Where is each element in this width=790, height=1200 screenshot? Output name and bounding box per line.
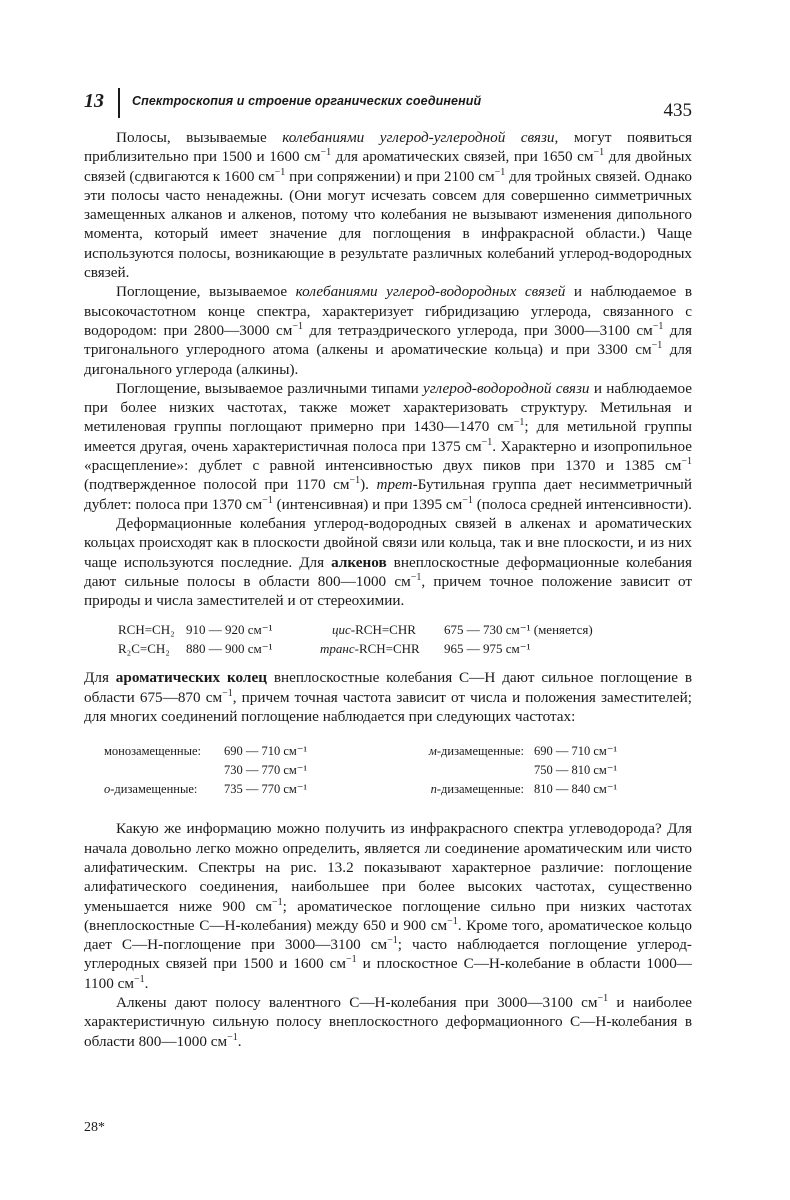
aromatic-frequency-table [84, 742, 692, 799]
page-number: 435 [663, 100, 692, 121]
table-row: 730 — 770 см⁻¹ 750 — 810 см⁻¹ [224, 763, 618, 778]
paragraph-deformation: Деформационные колебания углерод-водородных связей в алкенах и ароматических кольцах происходят как в плоскости двойной связи или кольца, так и вне плоскости, и из них чаще используются последние. Для алкенов внеплоскостные деформационные колебания дают сильные полосы в области 800—1000 $см^{-1}$, причем точное положение зависит от природы и числа заместителей и от стереохимии. [84, 514, 692, 610]
paragraph-alkenes: Алкены дают полосу валентного С—Н-колебания при 3000—3100 $см^{-1}$ и наиболее характеристичную сильную полосу внеплоскостного деформационного С—Н-колебания в области 800—1000 $см^{-1}$. [84, 992, 693, 1050]
body-text [84, 128, 692, 1051]
paragraph-ch-stretch: Поглощение, вызываемое колебаниями углерод-водородных связей и наблюдаемое в высокочастотном конце спектра, характеризует гибридизацию углерода, связанного с водородом: при 2800—3000 $см^{-1}$ для тетраэдрического углерода, при 3000—3100 $см^{-1}$ для тригонального углеродного атома (алкены и ароматические кольца) и при 3300 $см^{-1}$ для дигонального углерода (алкины). [84, 283, 692, 378]
paragraph-hydrocarbon-info: Какую же информацию можно получить из инфракрасного спектра углеводорода? Для начала довольно легко можно определить, является ли соединение ароматическим или чисто алифатическим. Спектры на рис. 13.2 показывают характерное различие: поглощение алифатического соединения, наибольшее при более высоких частотах, существенно уменьшается ниже 900 $см^{-1}$; ароматическое поглощение сильно при низких частотах (внеплоскостные С—Н-колебания) между 650 и 900 $см^{-1}$. Кроме того, ароматическое кольцо дает С—Н-поглощение при 3000—3100 $см^{-1}$; часто наблюдается поглощение углерод-углеродных связей при 1500 и 1600 $см^{-1}$ и плоскостное С—Н-колебание в области 1000—1100 $см^{-1}$. [84, 820, 692, 992]
signature-mark: 28* [84, 1120, 105, 1135]
table-row: монозамещенные: 690 — 710 см⁻¹ м-дизамещенные: 690 — 710 см⁻¹ [104, 744, 618, 759]
table-row: RCH=CH₂ 910 — 920 см⁻¹ цис-RCH=CHR 675 — 730 см⁻¹ (меняется) [118, 622, 593, 638]
paragraph-cc-bonds: Полосы, вызываемые колебаниями углерод-углеродной связи, могут появиться приблизительно при 1500 и 1600 $см^{-1}$ для ароматических связей, при 1650 $см^{-1}$ для двойных связей (сдвигаются к 1600 $см^{-1}$ при сопряжении) и при 2100 $см^{-1}$ для тройных связей. Однако эти полосы часто ненадежны. (Они могут исчезать совсем для совершенно симметричных замещенных алканов и алкенов, потому что колебания не вызывают изменения дипольного момента, который имеет значение для поглощения в инфракрасной области.) Чаще используются полосы, возникающие в результате различных колебаний углерод-водородных связей. [84, 129, 693, 282]
alkene-frequency-table [84, 620, 692, 658]
running-header [84, 84, 692, 124]
table-row: R₂C=CH₂ 880 — 900 см⁻¹ транс-RCH=CHR 965 — 975 см⁻¹ [118, 641, 531, 657]
table-row: о-дизамещенные: 735 — 770 см⁻¹ п-дизамещенные: 810 — 840 см⁻¹ [104, 782, 618, 797]
paragraph-ch-bend: Поглощение, вызываемое различными типами углерод-водородной связи и наблюдаемое при более низких частотах, также может характеризовать структуру. Метильная и метиленовая группы поглощают примерно при 1430—1470 $см^{-1}$; для метильной группы имеется другая, очень характеристичная полоса при 1375 $см^{-1}$. Характерно и изопропильное «расщепление»: дублет с равной интенсивностью двух пиков при 1370 и 1385 $см^{-1}$ (подтвержденное полосой при 1170 $см^{-1}$). трет-Бутильная группа дает несимметричный дублет: полоса при 1370 $см^{-1}$ (интенсивная) и при 1395 $см^{-1}$ (полоса средней интенсивности). [84, 379, 693, 513]
paragraph-aromatic: Для ароматических колец внеплоскостные колебания С—Н дают сильное поглощение в области 675—870 $см^{-1}$, причем точная частота зависит от числа и положения заместителей; для многих соединений поглощение наблюдается при следующих частотах: [84, 669, 693, 726]
chapter-title: Спектроскопия и строение органических соединений [132, 94, 482, 108]
chapter-number: 13 [84, 90, 104, 112]
header-divider [118, 88, 120, 118]
